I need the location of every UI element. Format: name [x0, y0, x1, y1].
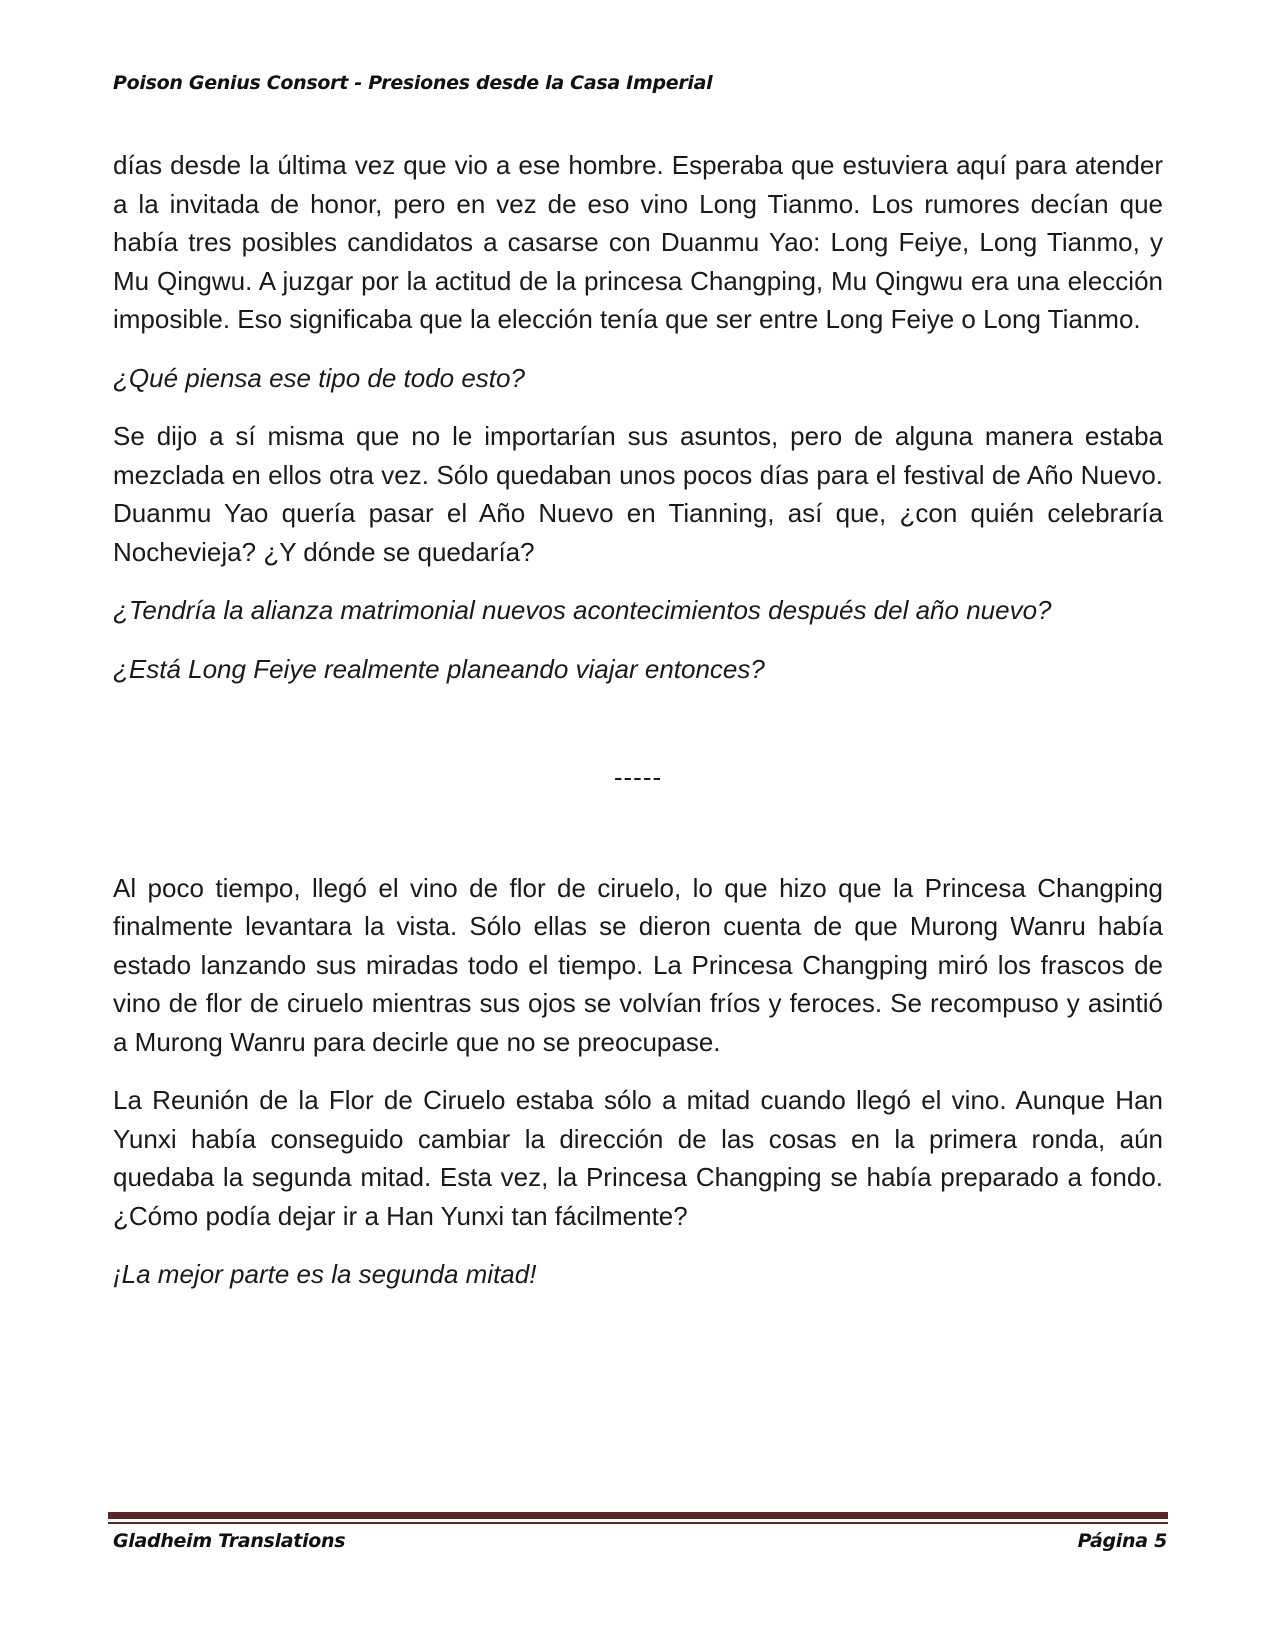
paragraph: Se dijo a sí misma que no le importarían sus asuntos, pero de alguna manera estaba mezclada en ellos otra vez. Sólo quedaban unos pocos días para el festival de Año Nuevo. Duanmu Yao quería pasar el Año Nuevo en Tianning, así que, ¿con quién celebraría Nochevieja? ¿Y dónde se quedaría? — [113, 421, 1163, 567]
paragraph: días desde la última vez que vio a ese hombre. Esperaba que estuviera aquí para atender a la invitada de honor, pero en vez de eso vino Long Tianmo. Los rumores decían que había tres posibles candidatos a casarse con Duanmu Yao: Long Feiye, Long Tianmo, y Mu Qingwu. A juzgar por la actitud de la princesa Changping, Mu Qingwu era una elección imposible. Eso significaba que la elección tenía que ser entre Long Feiye o Long Tianmo. — [113, 150, 1163, 334]
italic-thought: ¿Tendría la alianza matrimonial nuevos acontecimientos después del año nuevo? — [113, 595, 1052, 625]
running-header: Poison Genius Consort - Presiones desde la Casa Imperial — [113, 72, 713, 94]
scene-separator: ----- — [613, 762, 663, 792]
footer-publisher: Gladheim Translations — [113, 1530, 346, 1552]
italic-thought: ¿Está Long Feiye realmente planeando viajar entonces? — [113, 653, 765, 684]
paragraph: Al poco tiempo, llegó el vino de flor de ciruelo, lo que hizo que la Princesa Changping finalmente levantara la vista. Sólo ellas se dieron cuenta de que Murong Wanru había estado lanzando sus miradas todo el tiempo. La Princesa Changping miró los frascos de vino de flor de ciruelo mientras sus ojos se volvían fríos y feroces. Se recompuso y asintió a Murong Wanru para decirle que no se preocupase. — [113, 872, 1163, 1057]
body-text — [113, 146, 1163, 1314]
italic-thought: ¡La mejor parte es la segunda mitad! — [113, 1259, 537, 1289]
footer-rule-thin — [108, 1522, 1168, 1524]
paragraph: La Reunión de la Flor de Ciruelo estaba sólo a mitad cuando llegó el vino. Aunque Han Yunxi había conseguido cambiar la dirección de las cosas en la primera ronda, aún quedaba la segunda mitad. Esta vez, la Princesa Changping se había preparado a fondo. ¿Cómo podía dejar ir a Han Yunxi tan fácilmente? — [113, 1085, 1163, 1231]
footer-rule-thick — [108, 1512, 1168, 1519]
page-number: Página 5 — [1077, 1530, 1167, 1552]
italic-thought: ¿Qué piensa ese tipo de todo esto? — [113, 362, 525, 393]
